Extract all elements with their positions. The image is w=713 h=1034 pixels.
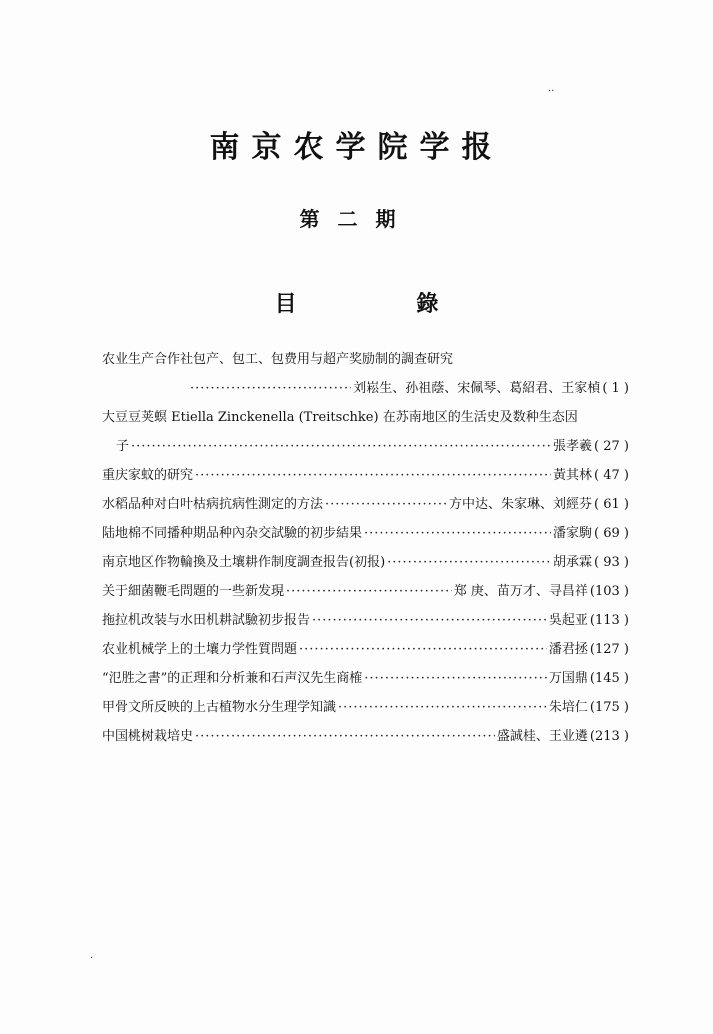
toc-entry-page: (127 ): [589, 642, 629, 657]
toc-entry-title: 中国桃树栽培史: [102, 729, 194, 744]
toc-entry-page: (145 ): [589, 671, 629, 686]
leader-dots: [325, 497, 447, 512]
table-of-contents: [102, 348, 629, 754]
toc-entry-title: 子: [116, 439, 130, 454]
toc-entry: [102, 609, 629, 638]
toc-entry-title: 大豆豆荚螟 Etiella Zinckenella (Treitschke) 在苏南地区的生活史及数种生态因: [102, 410, 578, 425]
toc-entry-authors: 張孝羲: [553, 439, 593, 454]
leader-dots: [364, 671, 547, 686]
toc-entry-authors: 吳起亚: [548, 613, 588, 628]
toc-entry-authors: 方中达、朱家琳、刘經芬: [449, 497, 593, 512]
leader-dots: [131, 439, 551, 454]
leader-dots: [364, 526, 551, 541]
scan-speck: ·: [90, 953, 94, 964]
toc-entry-page: ( 69 ): [594, 526, 629, 541]
journal-title: 南京农学院学报: [209, 130, 504, 165]
toc-entry: [102, 522, 629, 551]
toc-entry-page: (103 ): [589, 584, 629, 599]
toc-entry: [102, 580, 629, 609]
toc-entry-authors: 胡承霖: [553, 555, 593, 570]
toc-entry-title: 南京地区作物輪換及土壤耕作制度調查报告(初报): [102, 555, 386, 570]
toc-entry-page: (113 ): [589, 613, 629, 628]
toc-entry-page: ( 47 ): [594, 468, 629, 483]
leader-dots: [190, 381, 351, 396]
leader-dots: [299, 642, 547, 657]
leader-dots: [387, 555, 551, 570]
toc-entry-title: 拖拉机改装与水田机耕試驗初步报告: [102, 613, 311, 628]
toc-entry-authors: 盛誠桂、王业遴: [496, 729, 588, 744]
toc-entry-title: “氾胜之書”的正理和分析兼和石声汉先生商榷: [102, 671, 363, 686]
toc-entry: [102, 435, 629, 464]
toc-entry: [102, 348, 629, 377]
issue-label: 第二期: [299, 207, 414, 231]
leader-dots: [195, 468, 551, 483]
toc-entry: [102, 725, 629, 754]
toc-entry-authors: 潘君拯: [548, 642, 588, 657]
toc-entry-title: 关于細菌鞭毛問題的一些新发現: [102, 584, 285, 599]
toc-entry-authors: 黃其林: [553, 468, 593, 483]
toc-entry-title: 农业生产合作社包产、包工、包费用与超产奖励制的調查研究: [102, 352, 454, 367]
toc-entry-page: ( 93 ): [594, 555, 629, 570]
leader-dots: [338, 700, 547, 715]
leader-dots: [286, 584, 452, 599]
toc-entry-authors: 万国鼎: [548, 671, 588, 686]
toc-entry-authors: 潘家駒: [553, 526, 593, 541]
toc-entry: [102, 667, 629, 696]
toc-entry-title: 农业机械学上的土壤力学性質問題: [102, 642, 298, 657]
toc-entry: [102, 493, 629, 522]
leader-dots: [195, 729, 495, 744]
toc-entry-title: 水稻品种对白叶枯病抗病性測定的方法: [102, 497, 324, 512]
toc-entry-title: 重庆家蚊的研究: [102, 468, 194, 483]
toc-entry-page: ( 61 ): [594, 497, 629, 512]
toc-entry-title: 甲骨文所反映的上古植物水分生理学知識: [102, 700, 337, 715]
toc-entry: [102, 377, 629, 406]
toc-entry: [102, 406, 629, 435]
toc-entry: [102, 638, 629, 667]
toc-entry-authors: 刘崧生、孙祖蔭、宋佩琴、葛紹君、王家楨: [353, 381, 601, 396]
toc-entry-page: ( 27 ): [594, 439, 629, 454]
toc-entry-title: 陆地棉不同播种期品种內杂交試驗的初步結果: [102, 526, 363, 541]
toc-entry-page: (213 ): [589, 729, 629, 744]
toc-entry: [102, 551, 629, 580]
toc-entry: [102, 464, 629, 493]
toc-entry-authors: 郑 庚、苗万才、寻昌祥: [453, 584, 588, 599]
toc-entry: [102, 696, 629, 725]
toc-entry-page: (175 ): [589, 700, 629, 715]
toc-entry-authors: 朱培仁: [548, 700, 588, 715]
toc-entry-page: ( 1 ): [602, 381, 629, 396]
scan-speck: ··: [548, 86, 555, 97]
toc-heading: 目 錄: [274, 291, 495, 317]
leader-dots: [312, 613, 547, 628]
